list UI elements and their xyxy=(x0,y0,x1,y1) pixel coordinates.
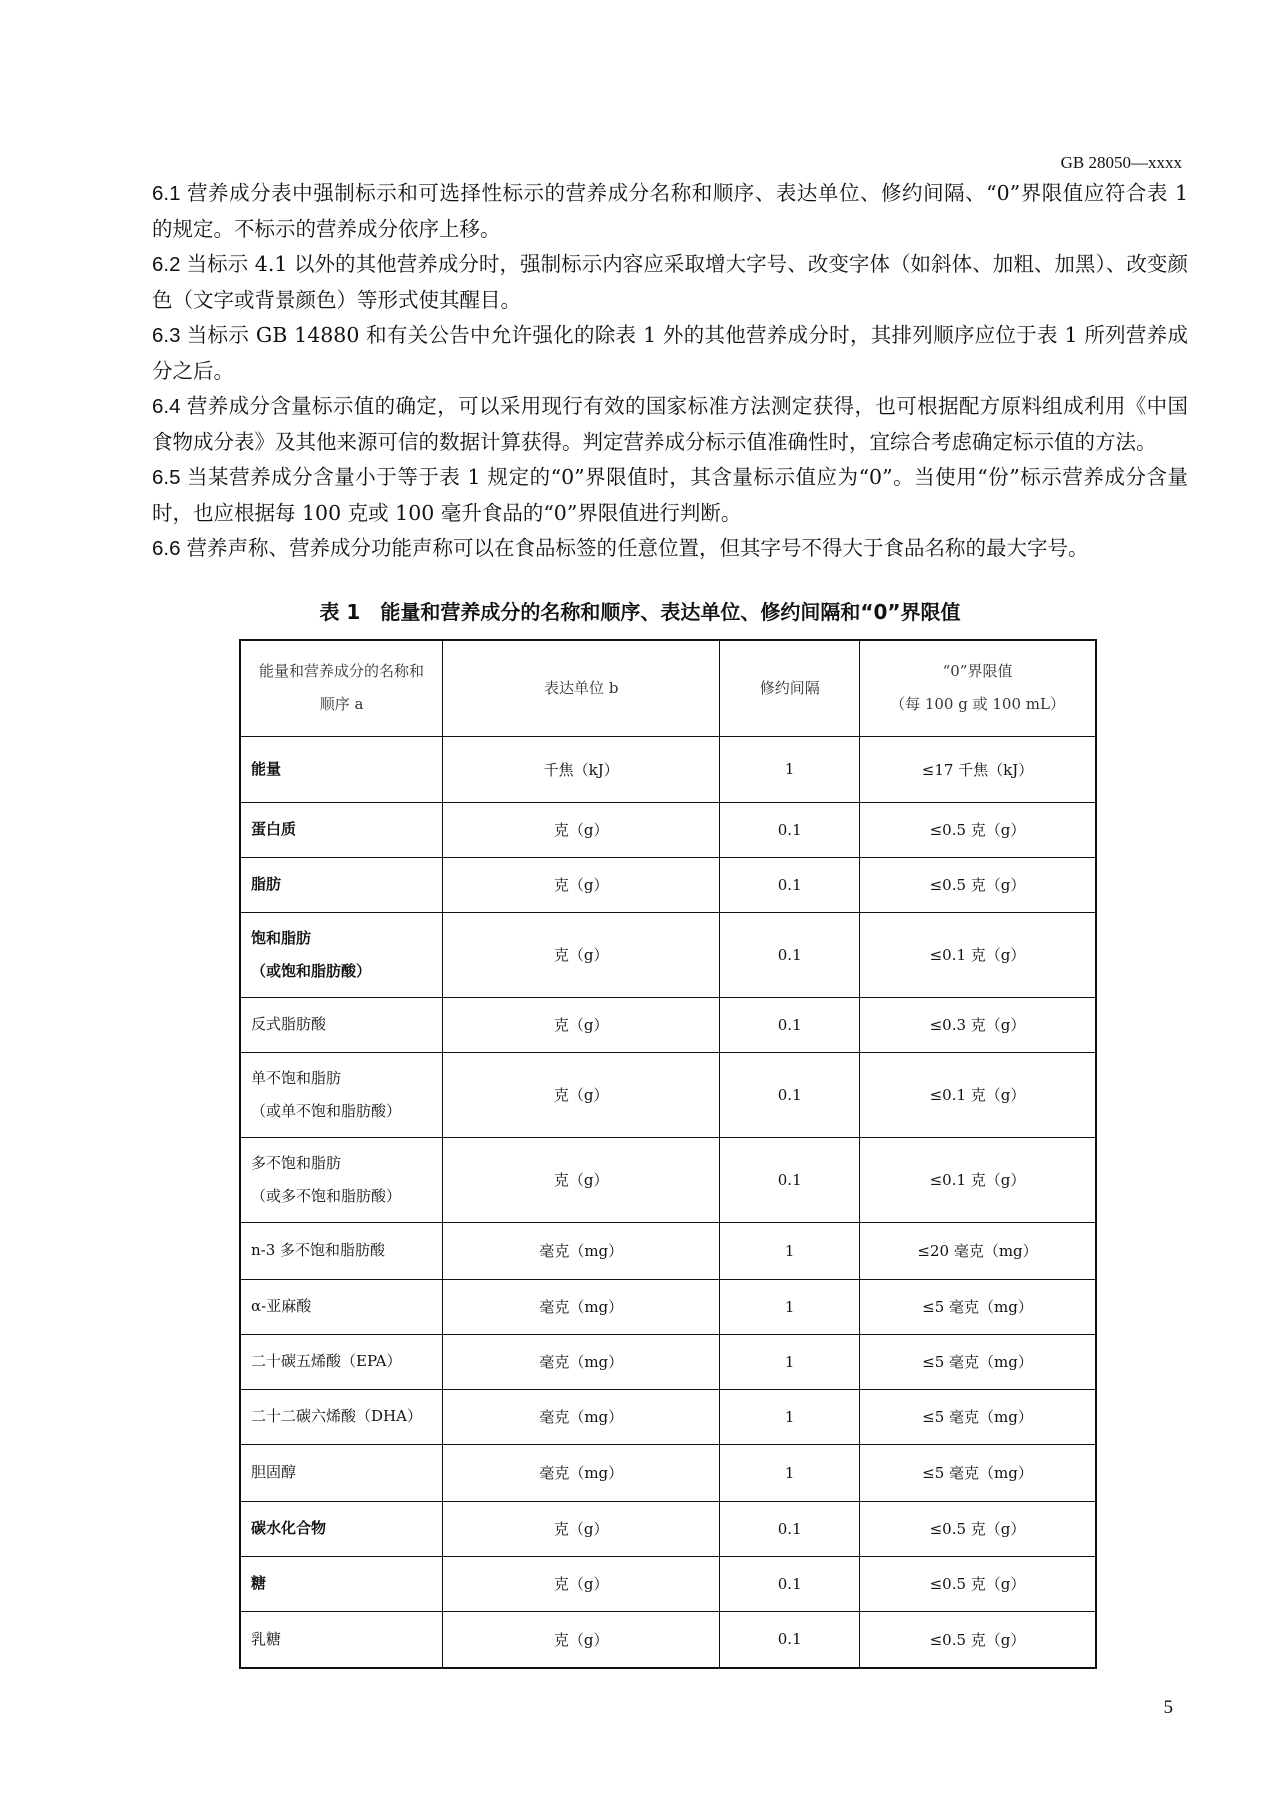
cell-name-line1: 脂肪 xyxy=(251,875,282,893)
cell-unit: 克（g） xyxy=(443,1556,720,1611)
header-name-line2: 顺序 a xyxy=(319,695,364,714)
clause-text: 当标示 GB 14880 和有关公告中允许强化的除表 1 外的其他营养成分时，其排列顺序应位于表 1 所列营养成分之后。 xyxy=(152,323,1188,383)
cell-unit: 毫克（mg） xyxy=(443,1222,720,1279)
clause-number: 6.2 xyxy=(152,253,181,276)
cell-limit: ≤0.1 克（g） xyxy=(860,912,1096,997)
cell-name xyxy=(240,1444,443,1501)
clause-number: 6.5 xyxy=(152,466,181,489)
clause-list xyxy=(152,176,1188,567)
cell-limit: ≤20 毫克（mg） xyxy=(860,1222,1096,1279)
table-row xyxy=(240,1052,1096,1137)
clause-6-1 xyxy=(152,176,1188,247)
clause-6-5 xyxy=(152,460,1188,531)
cell-name xyxy=(240,736,443,802)
cell-name-line1: 饱和脂肪 xyxy=(251,928,312,947)
cell-unit: 克（g） xyxy=(443,1611,720,1668)
cell-name-line1: α-亚麻酸 xyxy=(251,1297,312,1315)
cell-name xyxy=(240,1279,443,1334)
cell-interval: 1 xyxy=(720,1389,860,1444)
cell-limit: ≤0.5 克（g） xyxy=(860,1611,1096,1668)
table-row xyxy=(240,1334,1096,1389)
table-row xyxy=(240,997,1096,1052)
clause-text: 营养成分含量标示值的确定，可以采用现行有效的国家标准方法测定获得，也可根据配方原料组成利用《中国食物成分表》及其他来源可信的数据计算获得。判定营养成分标示值准确性时，宜综合考虑确定标示值的方法。 xyxy=(152,394,1188,454)
cell-limit: ≤5 毫克（mg） xyxy=(860,1444,1096,1501)
cell-name xyxy=(240,857,443,912)
cell-name-line1: 蛋白质 xyxy=(251,820,297,838)
cell-name-line1: 单不饱和脂肪 xyxy=(251,1068,342,1087)
table-row xyxy=(240,1222,1096,1279)
clause-text: 营养声称、营养成分功能声称可以在食品标签的任意位置，但其字号不得大于食品名称的最大字号。 xyxy=(186,536,1089,560)
cell-limit: ≤0.5 克（g） xyxy=(860,1556,1096,1611)
clause-text: 当某营养成分含量小于等于表 1 规定的“0”界限值时，其含量标示值应为“0”。当使用“份”标示营养成分含量时，也应根据每 100 克或 100 毫升食品的“0”界限值进行判断。 xyxy=(152,465,1188,525)
cell-limit: ≤0.5 克（g） xyxy=(860,1501,1096,1556)
table-row xyxy=(240,1501,1096,1556)
clause-number: 6.3 xyxy=(152,324,181,347)
cell-limit: ≤0.1 克（g） xyxy=(860,1052,1096,1137)
cell-name xyxy=(240,1611,443,1668)
table-row xyxy=(240,1556,1096,1611)
table-row xyxy=(240,1611,1096,1668)
clause-6-4 xyxy=(152,389,1188,460)
table-row xyxy=(240,1389,1096,1444)
cell-interval: 0.1 xyxy=(720,1052,860,1137)
header-limit-line2: （每 100 g 或 100 mL） xyxy=(890,695,1065,714)
cell-interval: 1 xyxy=(720,1444,860,1501)
cell-name-line2: （或单不饱和脂肪酸） xyxy=(251,1101,402,1120)
cell-name xyxy=(240,1052,443,1137)
clause-number: 6.1 xyxy=(152,182,181,205)
cell-name-line2: （或多不饱和脂肪酸） xyxy=(251,1186,402,1205)
header-interval: 修约间隔 xyxy=(720,640,860,736)
page-number: 5 xyxy=(1163,1697,1173,1718)
table-row xyxy=(240,1137,1096,1222)
table-header-row xyxy=(240,640,1096,736)
header-unit: 表达单位 b xyxy=(443,640,720,736)
cell-limit: ≤5 毫克（mg） xyxy=(860,1279,1096,1334)
cell-interval: 0.1 xyxy=(720,1611,860,1668)
header-limit-line1: “0”界限值 xyxy=(942,662,1013,681)
cell-limit: ≤0.3 克（g） xyxy=(860,997,1096,1052)
cell-name-line1: 碳水化合物 xyxy=(251,1519,327,1537)
clause-text: 营养成分表中强制标示和可选择性标示的营养成分名称和顺序、表达单位、修约间隔、“0”界限值应符合表 1 的规定。不标示的营养成分依序上移。 xyxy=(152,181,1188,241)
cell-name xyxy=(240,997,443,1052)
cell-name-line1: 能量 xyxy=(251,759,282,778)
cell-name xyxy=(240,802,443,857)
table-row xyxy=(240,802,1096,857)
cell-unit: 毫克（mg） xyxy=(443,1389,720,1444)
clause-6-3 xyxy=(152,318,1188,389)
cell-name-line1: n-3 多不饱和脂肪酸 xyxy=(251,1241,386,1259)
cell-name-line1: 乳糖 xyxy=(251,1629,282,1648)
cell-interval: 1 xyxy=(720,1279,860,1334)
table-row xyxy=(240,912,1096,997)
cell-unit: 克（g） xyxy=(443,1052,720,1137)
cell-interval: 1 xyxy=(720,1222,860,1279)
cell-interval: 1 xyxy=(720,1334,860,1389)
cell-interval: 0.1 xyxy=(720,1137,860,1222)
cell-interval: 0.1 xyxy=(720,1501,860,1556)
document-code: GB 28050—xxxx xyxy=(1060,153,1182,172)
table-row xyxy=(240,736,1096,802)
nutrition-table xyxy=(239,639,1097,1669)
cell-interval: 1 xyxy=(720,736,860,802)
cell-interval: 0.1 xyxy=(720,912,860,997)
cell-limit: ≤17 千焦（kJ） xyxy=(860,736,1096,802)
cell-unit: 毫克（mg） xyxy=(443,1334,720,1389)
cell-limit: ≤5 毫克（mg） xyxy=(860,1389,1096,1444)
cell-name-line1: 二十二碳六烯酸（DHA） xyxy=(251,1407,422,1425)
cell-name-line1: 二十碳五烯酸（EPA） xyxy=(251,1352,402,1370)
cell-unit: 克（g） xyxy=(443,1501,720,1556)
table-row xyxy=(240,1279,1096,1334)
cell-interval: 0.1 xyxy=(720,802,860,857)
cell-limit: ≤0.5 克（g） xyxy=(860,857,1096,912)
cell-limit: ≤0.1 克（g） xyxy=(860,1137,1096,1222)
cell-unit: 毫克（mg） xyxy=(443,1444,720,1501)
header-name xyxy=(240,640,443,736)
cell-name-line1: 胆固醇 xyxy=(251,1463,297,1481)
cell-name xyxy=(240,1137,443,1222)
header-limit xyxy=(860,640,1096,736)
clause-6-2 xyxy=(152,247,1188,318)
cell-name xyxy=(240,912,443,997)
cell-interval: 0.1 xyxy=(720,857,860,912)
cell-name-line1: 多不饱和脂肪 xyxy=(251,1153,342,1172)
cell-unit: 克（g） xyxy=(443,857,720,912)
cell-name-line1: 糖 xyxy=(251,1574,267,1592)
table-row xyxy=(240,1444,1096,1501)
table-title: 表 1 能量和营养成分的名称和顺序、表达单位、修约间隔和“0”界限值 xyxy=(319,600,961,624)
cell-name xyxy=(240,1389,443,1444)
cell-unit: 毫克（mg） xyxy=(443,1279,720,1334)
clause-text: 当标示 4.1 以外的其他营养成分时，强制标示内容应采取增大字号、改变字体（如斜体、加粗、加黑）、改变颜色（文字或背景颜色）等形式使其醒目。 xyxy=(152,252,1188,312)
cell-unit: 克（g） xyxy=(443,1137,720,1222)
cell-name xyxy=(240,1222,443,1279)
table-row xyxy=(240,857,1096,912)
clause-number: 6.4 xyxy=(152,395,181,418)
cell-interval: 0.1 xyxy=(720,1556,860,1611)
cell-name-line1: 反式脂肪酸 xyxy=(251,1015,327,1033)
cell-name xyxy=(240,1334,443,1389)
cell-unit: 克（g） xyxy=(443,912,720,997)
cell-name xyxy=(240,1501,443,1556)
cell-unit: 克（g） xyxy=(443,802,720,857)
clause-6-6 xyxy=(152,531,1188,567)
cell-name xyxy=(240,1556,443,1611)
cell-limit: ≤0.5 克（g） xyxy=(860,802,1096,857)
clause-number: 6.6 xyxy=(152,537,181,560)
cell-interval: 0.1 xyxy=(720,997,860,1052)
cell-unit: 千焦（kJ） xyxy=(443,736,720,802)
header-name-line1: 能量和营养成分的名称和 xyxy=(259,662,425,681)
cell-unit: 克（g） xyxy=(443,997,720,1052)
cell-limit: ≤5 毫克（mg） xyxy=(860,1334,1096,1389)
cell-name-line2: （或饱和脂肪酸） xyxy=(251,961,372,980)
